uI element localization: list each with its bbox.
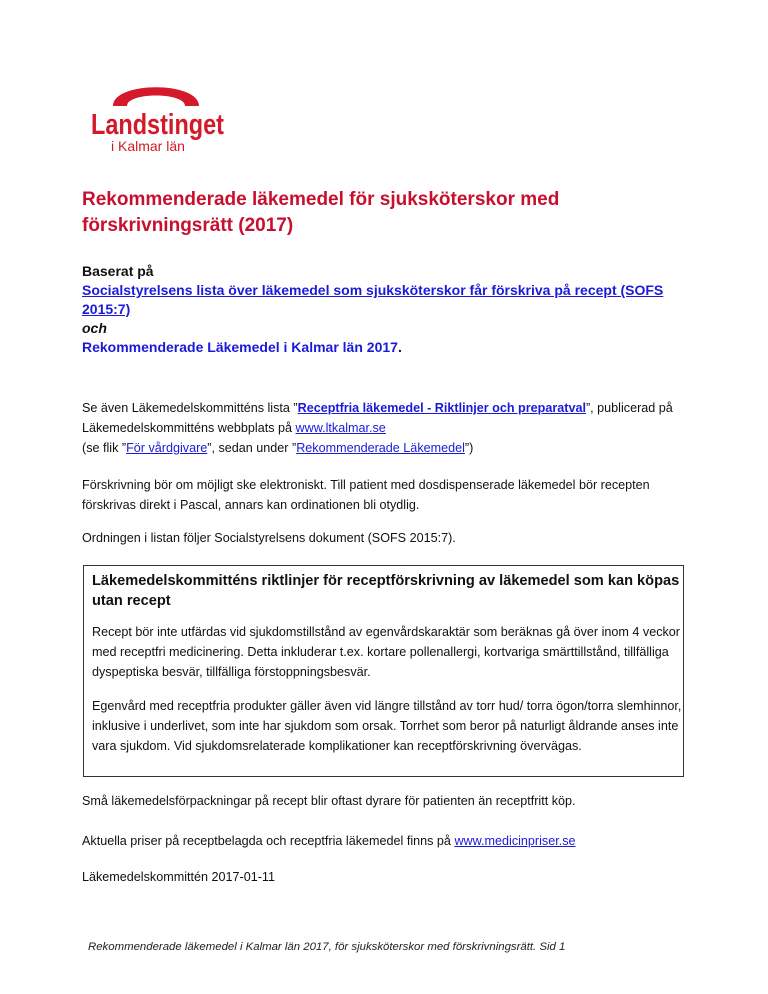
see-also-text-3: (se flik ” — [82, 441, 127, 455]
sofs-link[interactable]: Socialstyrelsens lista över läkemedel som sjuksköterskor får förskriva på recept (SOFS 2015:7) — [82, 282, 664, 317]
prices-paragraph — [82, 831, 702, 851]
signature: Läkemedelskommittén 2017-01-11 — [82, 870, 275, 884]
guidelines-box — [83, 565, 684, 777]
see-also-text-4: ”, sedan under ” — [207, 441, 297, 455]
based-on-label: Baserat på — [82, 263, 154, 279]
see-also-paragraph — [82, 398, 702, 458]
kalmar-recommended-title[interactable]: Rekommenderade Läkemedel i Kalmar län 2017 — [82, 339, 398, 355]
see-also-text-2: ”, publicerad på Läkemedelskommitténs webbplats på — [82, 401, 673, 435]
ltkalmar-link[interactable]: www.ltkalmar.se — [295, 421, 386, 435]
guidelines-paragraph-2: Egenvård med receptfria produkter gäller även vid längre tillstånd av torr hud/ torra ögon/torra slemhinnor, inklusive i underlivet, som inte har sjukdom som orsak. Torrhet som beror på naturligt åldrande anses inte vara sjukdom. Vid sjukdomsrelaterade komplikationer kan receptförskrivning övervägas. — [92, 699, 682, 753]
see-also-text-5: ”) — [464, 441, 474, 455]
guidelines-heading: Läkemedelskommitténs riktlinjer för receptförskrivning av läkemedel som kan köpas utan recept — [92, 573, 680, 609]
for-vardgivare-link[interactable]: För vårdgivare — [126, 441, 208, 455]
medicinpriser-link[interactable]: www.medicinpriser.se — [454, 834, 576, 848]
och-text: och — [82, 320, 107, 336]
page-footer: Rekommenderade läkemedel i Kalmar län 2017, för sjuksköterskor med förskrivningsrätt. Sid 1 — [88, 941, 566, 953]
receptfria-list-link[interactable]: Receptfria läkemedel - Riktlinjer och preparatval — [297, 401, 586, 415]
svg-text:i Kalmar län: i Kalmar län — [111, 138, 185, 154]
rekommenderade-lakemedel-link[interactable]: Rekommenderade Läkemedel — [296, 441, 465, 455]
period: . — [397, 339, 402, 355]
prices-text: Aktuella priser på receptbelagda och receptfria läkemedel finns på — [82, 834, 455, 848]
see-also-text-1: Se även Läkemedelskommitténs lista ” — [82, 401, 298, 415]
svg-text:Landstinget: Landstinget — [91, 109, 225, 141]
order-paragraph: Ordningen i listan följer Socialstyrelsens dokument (SOFS 2015:7). — [82, 531, 456, 545]
small-packages-paragraph: Små läkemedelsförpackningar på recept blir oftast dyrare för patienten än receptfritt köp. — [82, 794, 576, 808]
based-on-section — [82, 262, 702, 357]
document-title: Rekommenderade läkemedel för sjuksköterskor med förskrivningsrätt (2017) — [82, 189, 560, 236]
electronic-prescription-paragraph: Förskrivning bör om möjligt ske elektroniskt. Till patient med dosdispenserade läkemedel bör recepten förskrivas direkt i Pascal, annars kan ordinationen bli otydlig. — [82, 478, 650, 512]
landstinget-logo — [91, 76, 231, 156]
guidelines-paragraph-1: Recept bör inte utfärdas vid sjukdomstillstånd av egenvårdskaraktär som beräknas gå över inom 4 veckor med receptfri medicinering. Detta inkluderar t.ex. kortare pollenallergi, kortvariga smärttillstånd, tillfälliga dyspeptiska besvär, tillfälliga förstoppningsbesvär. — [92, 625, 680, 679]
